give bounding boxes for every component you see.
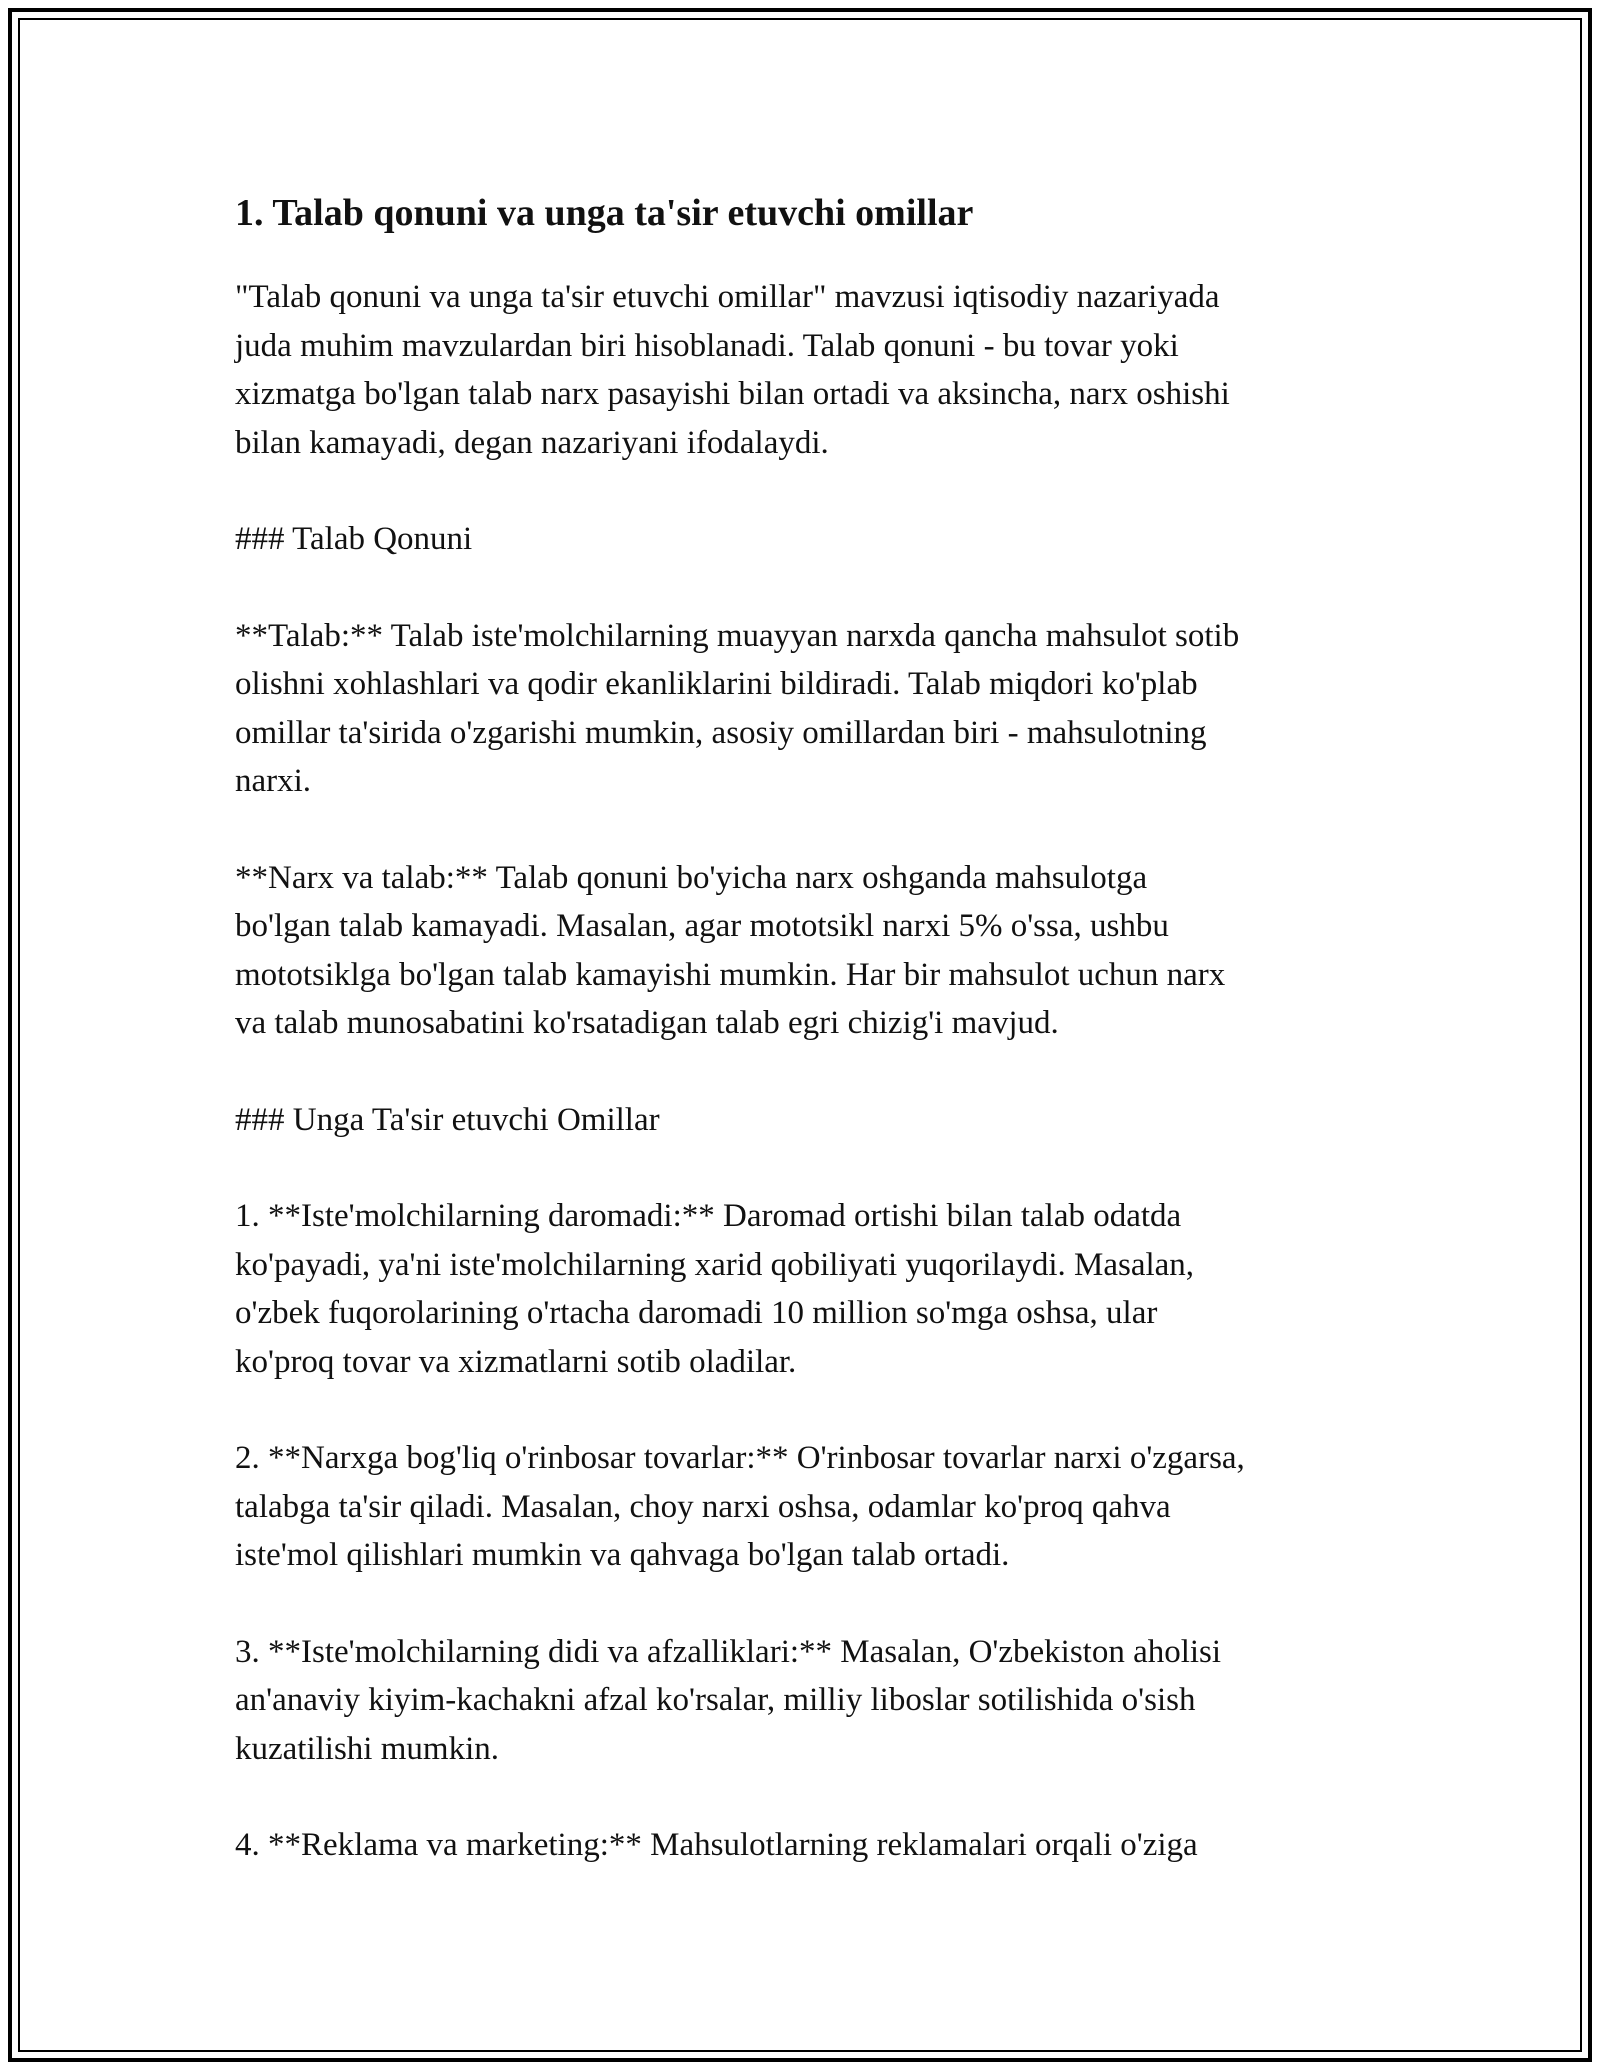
intro-paragraph: "Talab qonuni va unga ta'sir etuvchi omillar" mavzusi iqtisodiy nazariyada juda muhim mavzulardan biri hisoblanadi. Talab qonuni - bu tovar yoki xizmatga bo'lgan talab narx pasayishi bilan ortadi va aksincha, narx oshishi bilan kamayadi, degan nazariyani ifodalaydi. bbox=[235, 279, 1230, 461]
document-title: 1. Talab qonuni va unga ta'sir etuvchi omillar bbox=[235, 192, 974, 234]
narx-va-talab-paragraph: **Narx va talab:** Talab qonuni bo'yicha narx oshganda mahsulotga bo'lgan talab kamayadi. Masalan, agar mototsikl narxi 5% o'ssa, ushbu mototsiklga bo'lgan talab kamayishi mumkin. Har bir mahsulot uchun narx va talab munosabatini ko'rsatadigan talab egri chizig'i mavjud. bbox=[235, 859, 1226, 1041]
section-heading-talab-qonuni: ### Talab Qonuni bbox=[235, 521, 473, 557]
factor-item-4: 4. **Reklama va marketing:** Mahsulotlarning reklamalari orqali o'ziga bbox=[235, 1827, 1198, 1863]
document-page bbox=[235, 185, 1375, 1918]
talab-paragraph: **Talab:** Talab iste'molchilarning muayyan narxda qancha mahsulot sotib olishni xohlashlari va qodir ekanliklarini bildiradi. Talab miqdori ko'plab omillar ta'sirida o'zgarishi mumkin, asosiy omillardan biri - mahsulotning narxi. bbox=[235, 617, 1240, 799]
section-heading-omillar: ### Unga Ta'sir etuvchi Omillar bbox=[235, 1101, 660, 1138]
factor-item-2: 2. **Narxga bog'liq o'rinbosar tovarlar:** O'rinbosar tovarlar narxi o'zgarsa, talabga ta'sir qiladi. Masalan, choy narxi oshsa, odamlar ko'proq qahva iste'mol qilishlari mumkin va qahvaga bo'lgan talab ortadi. bbox=[235, 1440, 1245, 1573]
factor-item-3: 3. **Iste'molchilarning didi va afzalliklari:** Masalan, O'zbekiston aholisi an'anaviy kiyim-kachakni afzal ko'rsalar, milliy liboslar sotilishida o'sish kuzatilishi mumkin. bbox=[235, 1633, 1222, 1767]
factor-item-1: 1. **Iste'molchilarning daromadi:** Daromad ortishi bilan talab odatda ko'payadi, ya'ni iste'molchilarning xarid qobiliyati yuqorilaydi. Masalan, o'zbek fuqorolarining o'rtacha daromadi 10 million so'mga oshsa, ular ko'proq tovar va xizmatlarni sotib oladilar. bbox=[235, 1198, 1195, 1380]
